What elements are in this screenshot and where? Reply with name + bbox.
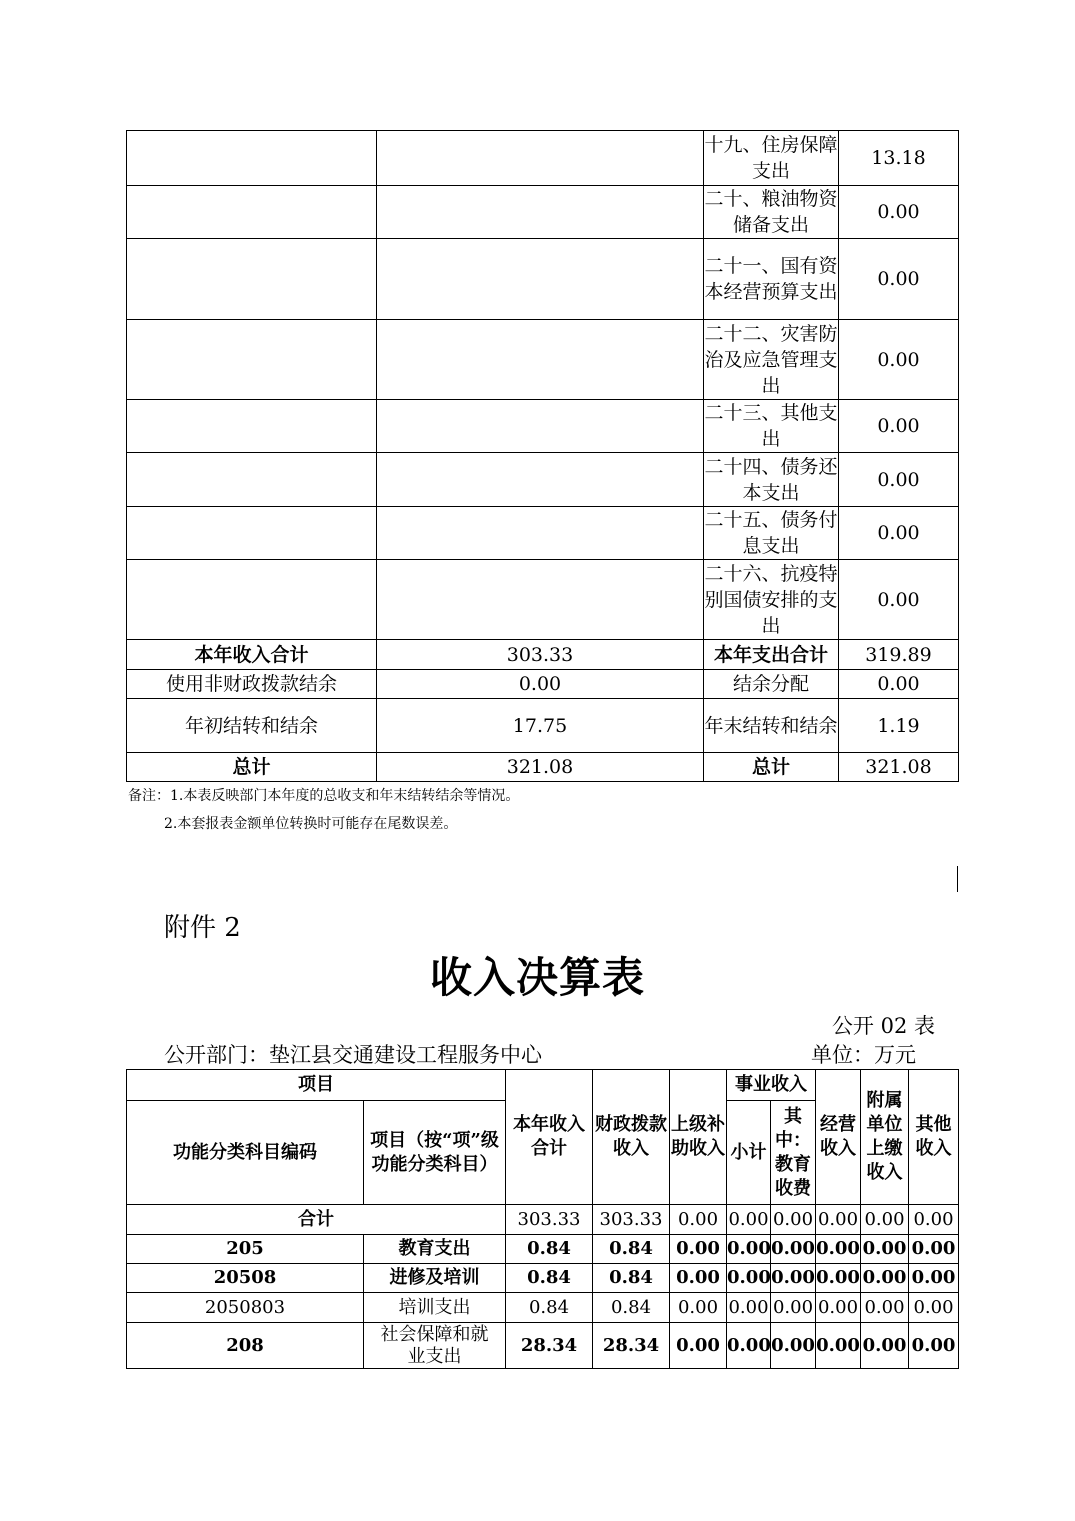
total-cell: 0.00 [909,1205,959,1235]
table-row [127,239,959,320]
total-cell: 0.00 [861,1205,909,1235]
expense-item-cell: 二十五、债务付息支出 [704,507,839,560]
income-item-cell [127,186,377,239]
expense-value-cell: 0.00 [839,453,959,507]
grand-total-value-left: 321.08 [377,753,704,782]
department-label: 公开部门：垫江县交通建设工程服务中心 [164,1043,542,1067]
value-cell: 0.00 [670,1235,727,1264]
expense-value-cell: 0.00 [839,507,959,560]
grand-total-value-right: 321.08 [839,753,959,782]
income-total-label: 本年收入合计 [127,640,377,670]
value-cell: 0.84 [593,1235,670,1264]
income-value-cell [377,131,704,186]
attachment-label: 附件 2 [164,913,241,943]
income-item-cell [127,400,377,453]
total-row [127,1205,959,1235]
value-cell: 0.00 [861,1235,909,1264]
value-cell: 0.00 [816,1323,861,1369]
value-cell: 0.00 [861,1264,909,1293]
unit-label: 单位：万元 [811,1043,916,1067]
table-row [127,186,959,239]
expense-item-cell: 二十一、国有资本经营预算支出 [704,239,839,320]
total-cell: 303.33 [506,1205,593,1235]
value-cell: 0.00 [771,1235,816,1264]
value-cell: 0.00 [816,1264,861,1293]
table-row [127,699,959,753]
header-other: 其他收入 [909,1070,959,1205]
distribution-label: 结余分配 [704,670,839,699]
value-cell: 0.84 [506,1293,593,1323]
total-label: 合计 [127,1205,506,1235]
income-item-cell [127,507,377,560]
income-total-value: 303.33 [377,640,704,670]
grand-total-label-left: 总计 [127,753,377,782]
table-row [127,670,959,699]
header-affiliated: 附属单位上缴收入 [861,1070,909,1205]
table-row [127,1323,959,1369]
expense-item-cell: 二十四、债务还本支出 [704,453,839,507]
table-row [127,1235,959,1264]
distribution-value: 0.00 [839,670,959,699]
value-cell: 0.84 [593,1293,670,1323]
header-subtotal: 小计 [727,1101,771,1205]
value-cell: 0.00 [909,1235,959,1264]
header-item: 项目 [127,1070,506,1101]
expense-item-cell: 十九、住房保障支出 [704,131,839,186]
end-balance-label: 年末结转和结余 [704,699,839,753]
expense-value-cell: 13.18 [839,131,959,186]
begin-balance-label: 年初结转和结余 [127,699,377,753]
total-cell: 0.00 [670,1205,727,1235]
income-value-cell [377,400,704,453]
value-cell: 0.00 [771,1264,816,1293]
income-item-cell [127,560,377,640]
note-2: 2.本套报表金额单位转换时可能存在尾数误差。 [164,816,458,832]
income-value-cell [377,320,704,400]
value-cell: 0.00 [771,1293,816,1323]
value-cell: 0.00 [816,1293,861,1323]
func-code-cell: 2050803 [127,1293,364,1323]
note-1: 备注：1.本表反映部门本年度的总收支和年末结转结余等情况。 [128,788,520,804]
header-operating: 经营收入 [816,1070,861,1205]
item-name-cell: 教育支出 [364,1235,506,1264]
value-cell: 0.00 [861,1293,909,1323]
income-item-cell [127,453,377,507]
value-cell: 0.00 [816,1235,861,1264]
income-value-cell [377,239,704,320]
table-code: 公开 02 表 [831,1014,935,1038]
value-cell: 28.34 [593,1323,670,1369]
value-cell: 28.34 [506,1323,593,1369]
value-cell: 0.00 [727,1323,771,1369]
table-row [127,320,959,400]
income-value-cell [377,453,704,507]
expense-item-cell: 二十六、抗疫特别国债安排的支出 [704,560,839,640]
total-cell: 303.33 [593,1205,670,1235]
total-cell: 0.00 [727,1205,771,1235]
income-item-cell [127,131,377,186]
header-row [127,1070,959,1101]
page-title: 收入决算表 [429,953,645,1002]
value-cell: 0.00 [727,1235,771,1264]
expense-value-cell: 0.00 [839,320,959,400]
value-cell: 0.00 [670,1323,727,1369]
total-cell: 0.00 [816,1205,861,1235]
header-fiscal: 财政拨款收入 [593,1070,670,1205]
table-row [127,1264,959,1293]
expense-total-label: 本年支出合计 [704,640,839,670]
value-cell: 0.00 [727,1293,771,1323]
income-item-cell [127,239,377,320]
expense-item-cell: 二十、粮油物资储备支出 [704,186,839,239]
expense-value-cell: 0.00 [839,186,959,239]
table-row [127,131,959,186]
expense-total-value: 319.89 [839,640,959,670]
value-cell: 0.00 [861,1323,909,1369]
item-name-cell: 进修及培训 [364,1264,506,1293]
expense-item-cell: 二十二、灾害防治及应急管理支出 [704,320,839,400]
header-edu-fee: 其中：教育收费 [771,1101,816,1205]
value-cell: 0.84 [506,1235,593,1264]
divider [957,866,958,892]
income-table [126,1069,959,1369]
expense-value-cell: 0.00 [839,239,959,320]
income-value-cell [377,560,704,640]
header-total: 本年收入合计 [506,1070,593,1205]
table-row [127,400,959,453]
income-item-cell [127,320,377,400]
table-row [127,753,959,782]
value-cell: 0.00 [909,1323,959,1369]
value-cell: 0.00 [909,1293,959,1323]
table-row [127,1293,959,1323]
nonfiscal-value: 0.00 [377,670,704,699]
header-item-name: 项目（按“项”级功能分类科目） [364,1101,506,1205]
item-name-cell: 培训支出 [364,1293,506,1323]
table-row [127,640,959,670]
value-cell: 0.84 [593,1264,670,1293]
grand-total-label-right: 总计 [704,753,839,782]
func-code-cell: 205 [127,1235,364,1264]
end-balance-value: 1.19 [839,699,959,753]
expense-value-cell: 0.00 [839,560,959,640]
nonfiscal-label: 使用非财政拨款结余 [127,670,377,699]
value-cell: 0.84 [506,1264,593,1293]
header-business: 事业收入 [727,1070,816,1101]
value-cell: 0.00 [771,1323,816,1369]
header-superior: 上级补助收入 [670,1070,727,1205]
value-cell: 0.00 [670,1264,727,1293]
summary-table [126,130,959,782]
total-cell: 0.00 [771,1205,816,1235]
value-cell: 0.00 [670,1293,727,1323]
table-row [127,453,959,507]
income-value-cell [377,507,704,560]
value-cell: 0.00 [727,1264,771,1293]
expense-item-cell: 二十三、其他支出 [704,400,839,453]
value-cell: 0.00 [909,1264,959,1293]
item-name-cell: 社会保障和就业支出 [364,1323,506,1369]
income-value-cell [377,186,704,239]
table-row [127,560,959,640]
func-code-cell: 20508 [127,1264,364,1293]
header-func-code: 功能分类科目编码 [127,1101,364,1205]
expense-value-cell: 0.00 [839,400,959,453]
begin-balance-value: 17.75 [377,699,704,753]
table-row [127,507,959,560]
func-code-cell: 208 [127,1323,364,1369]
